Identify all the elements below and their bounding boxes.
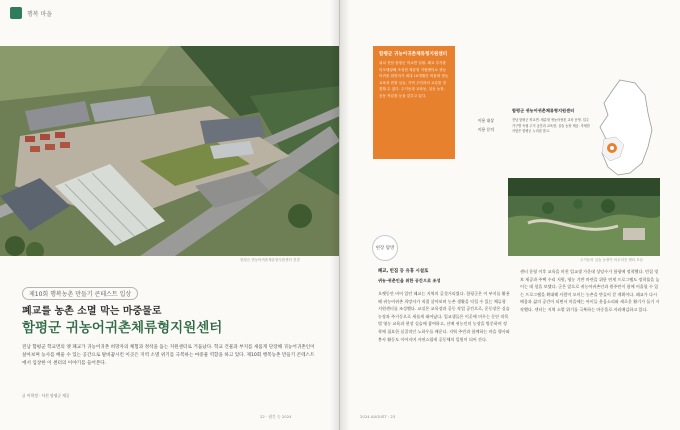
gutter-shadow xyxy=(330,0,350,430)
kicker: 폐교를 농촌 소멸 막는 마중물로 xyxy=(22,306,162,317)
info-box-title: 함평군 귀농어귀촌체류형지원센터 xyxy=(379,52,448,57)
right-page xyxy=(340,0,680,430)
left-folio: 22 · 월간 농 2024 xyxy=(260,414,292,419)
aerial-photo xyxy=(0,46,340,256)
byline: 글 이희정 · 사진 함평군 제공 xyxy=(22,393,70,398)
column-heading: 폐교, 빈집 등 유휴 시설로 xyxy=(378,269,429,274)
facility-photo xyxy=(508,178,660,256)
info-box-body: 위치 전남 함평군 학교면 일원. 폐교 부지를 리모델링해 조성한 체류형 지원센터로 귀농어귀촌 희망자가 최대 10개월간 머물며 영농 교육과 현장 실습, 지역 주민과의 교류를 경험할 수 있다. 주거동과 교육동, 실습 농장, 공동 작업장 등을 갖추고 있다. xyxy=(379,61,449,98)
section-header xyxy=(10,7,52,19)
info-box xyxy=(373,46,455,159)
tag-circle: 현장 탐방 xyxy=(372,235,398,261)
body-column-1: 오랫동안 비어 있던 폐교는 지역의 골칫거리였다. 함평군은 이 부지를 활용해 귀농어귀촌 희망자가 직접 살아보며 농촌 생활을 익힐 수 있는 체류형 지원센터를 조성했다. 교실은 교육장과 공동 작업 공간으로, 운동장은 실습 농장과 주거동으로 새롭게 태어났다. 입교생들은 이곳에 머무는 동안 작목별 영농 교육과 현장 실습에 참여하고, 선배 귀농인의 농장을 방문하며 정착에 필요한 실질적인 노하우를 배운다. 지역 주민과 함께하는 마을 행사와 봉사 활동도 이어지며 자연스럽게 공동체의 일원이 되어 간다. xyxy=(378,291,510,342)
column-subheading: 귀농·귀촌인을 위한 공간으로 조성 xyxy=(378,278,441,283)
korea-map xyxy=(590,75,660,185)
section-label: 행복 마을 xyxy=(27,10,53,18)
page-title: 함평군 귀농어귀촌체류형지원센터 xyxy=(22,320,223,336)
facility-caption: 주거동과 실습 농장이 어우러진 센터 모습 xyxy=(580,258,644,262)
lead-paragraph: 전남 함평군 학교면의 옛 폐교가 귀농어귀촌 희망자의 체험과 정착을 돕는 지원센터로 거듭났다. 학교 건물과 부지를 새롭게 단장해 귀농어귀촌인이 살아보며 농사를 배울 수 있는 공간으로 탈바꿈시킨 이곳은 지역 소멸 위기를 극복하는 마중물 역할을 하고 있다. 제10회 행복농촌 만들기 콘테스트에서 입상한 이 센터의 이야기를 들어본다. xyxy=(22,345,315,366)
location-body: 전남 함평군 학교면. 체류형 귀농어귀촌 교육 운영. 입주 가구별 독립 주거 공간과 교육장, 실습 농장 제공. 자세한 사항은 함평군 누리집 참고. xyxy=(512,118,590,133)
series-tag: 제10회 행복농촌 만들기 콘테스트 입상 xyxy=(22,287,138,300)
section-icon xyxy=(10,7,22,19)
map-label-1: 이용 대상 xyxy=(478,118,494,123)
body-column-2: 센터 운영 이후 교육을 마친 입교생 가운데 상당수가 함평에 정착했다. 빈집 정보 제공과 주택 수리 지원, 영농 기반 마련을 위한 연계 프로그램도 정착률을 높이는 데 힘을 보탰다. 군은 앞으로 귀농어귀촌인과 원주민이 함께 어울릴 수 있는 프로그램을 확대해 사람이 모이는 농촌을 만들어 갈 계획이다. 폐교가 다시 배움과 삶의 공간이 되면서 마을에는 아이들 웃음소리와 새로운 활기가 돌기 시작했다. 센터는 지역 소멸 위기를 극복하는 마중물로 자리매김하고 있다. xyxy=(520,269,660,312)
aerial-caption: 함평군 귀농어귀촌체류형지원센터 전경 xyxy=(240,258,300,262)
location-title: 함평군 귀농어귀촌체류형지원센터 xyxy=(512,108,575,113)
map-label-2: 이용 문의 xyxy=(478,127,494,132)
korea-map-icon xyxy=(590,75,660,185)
right-folio: 2024 AUGUST · 23 xyxy=(360,414,396,419)
